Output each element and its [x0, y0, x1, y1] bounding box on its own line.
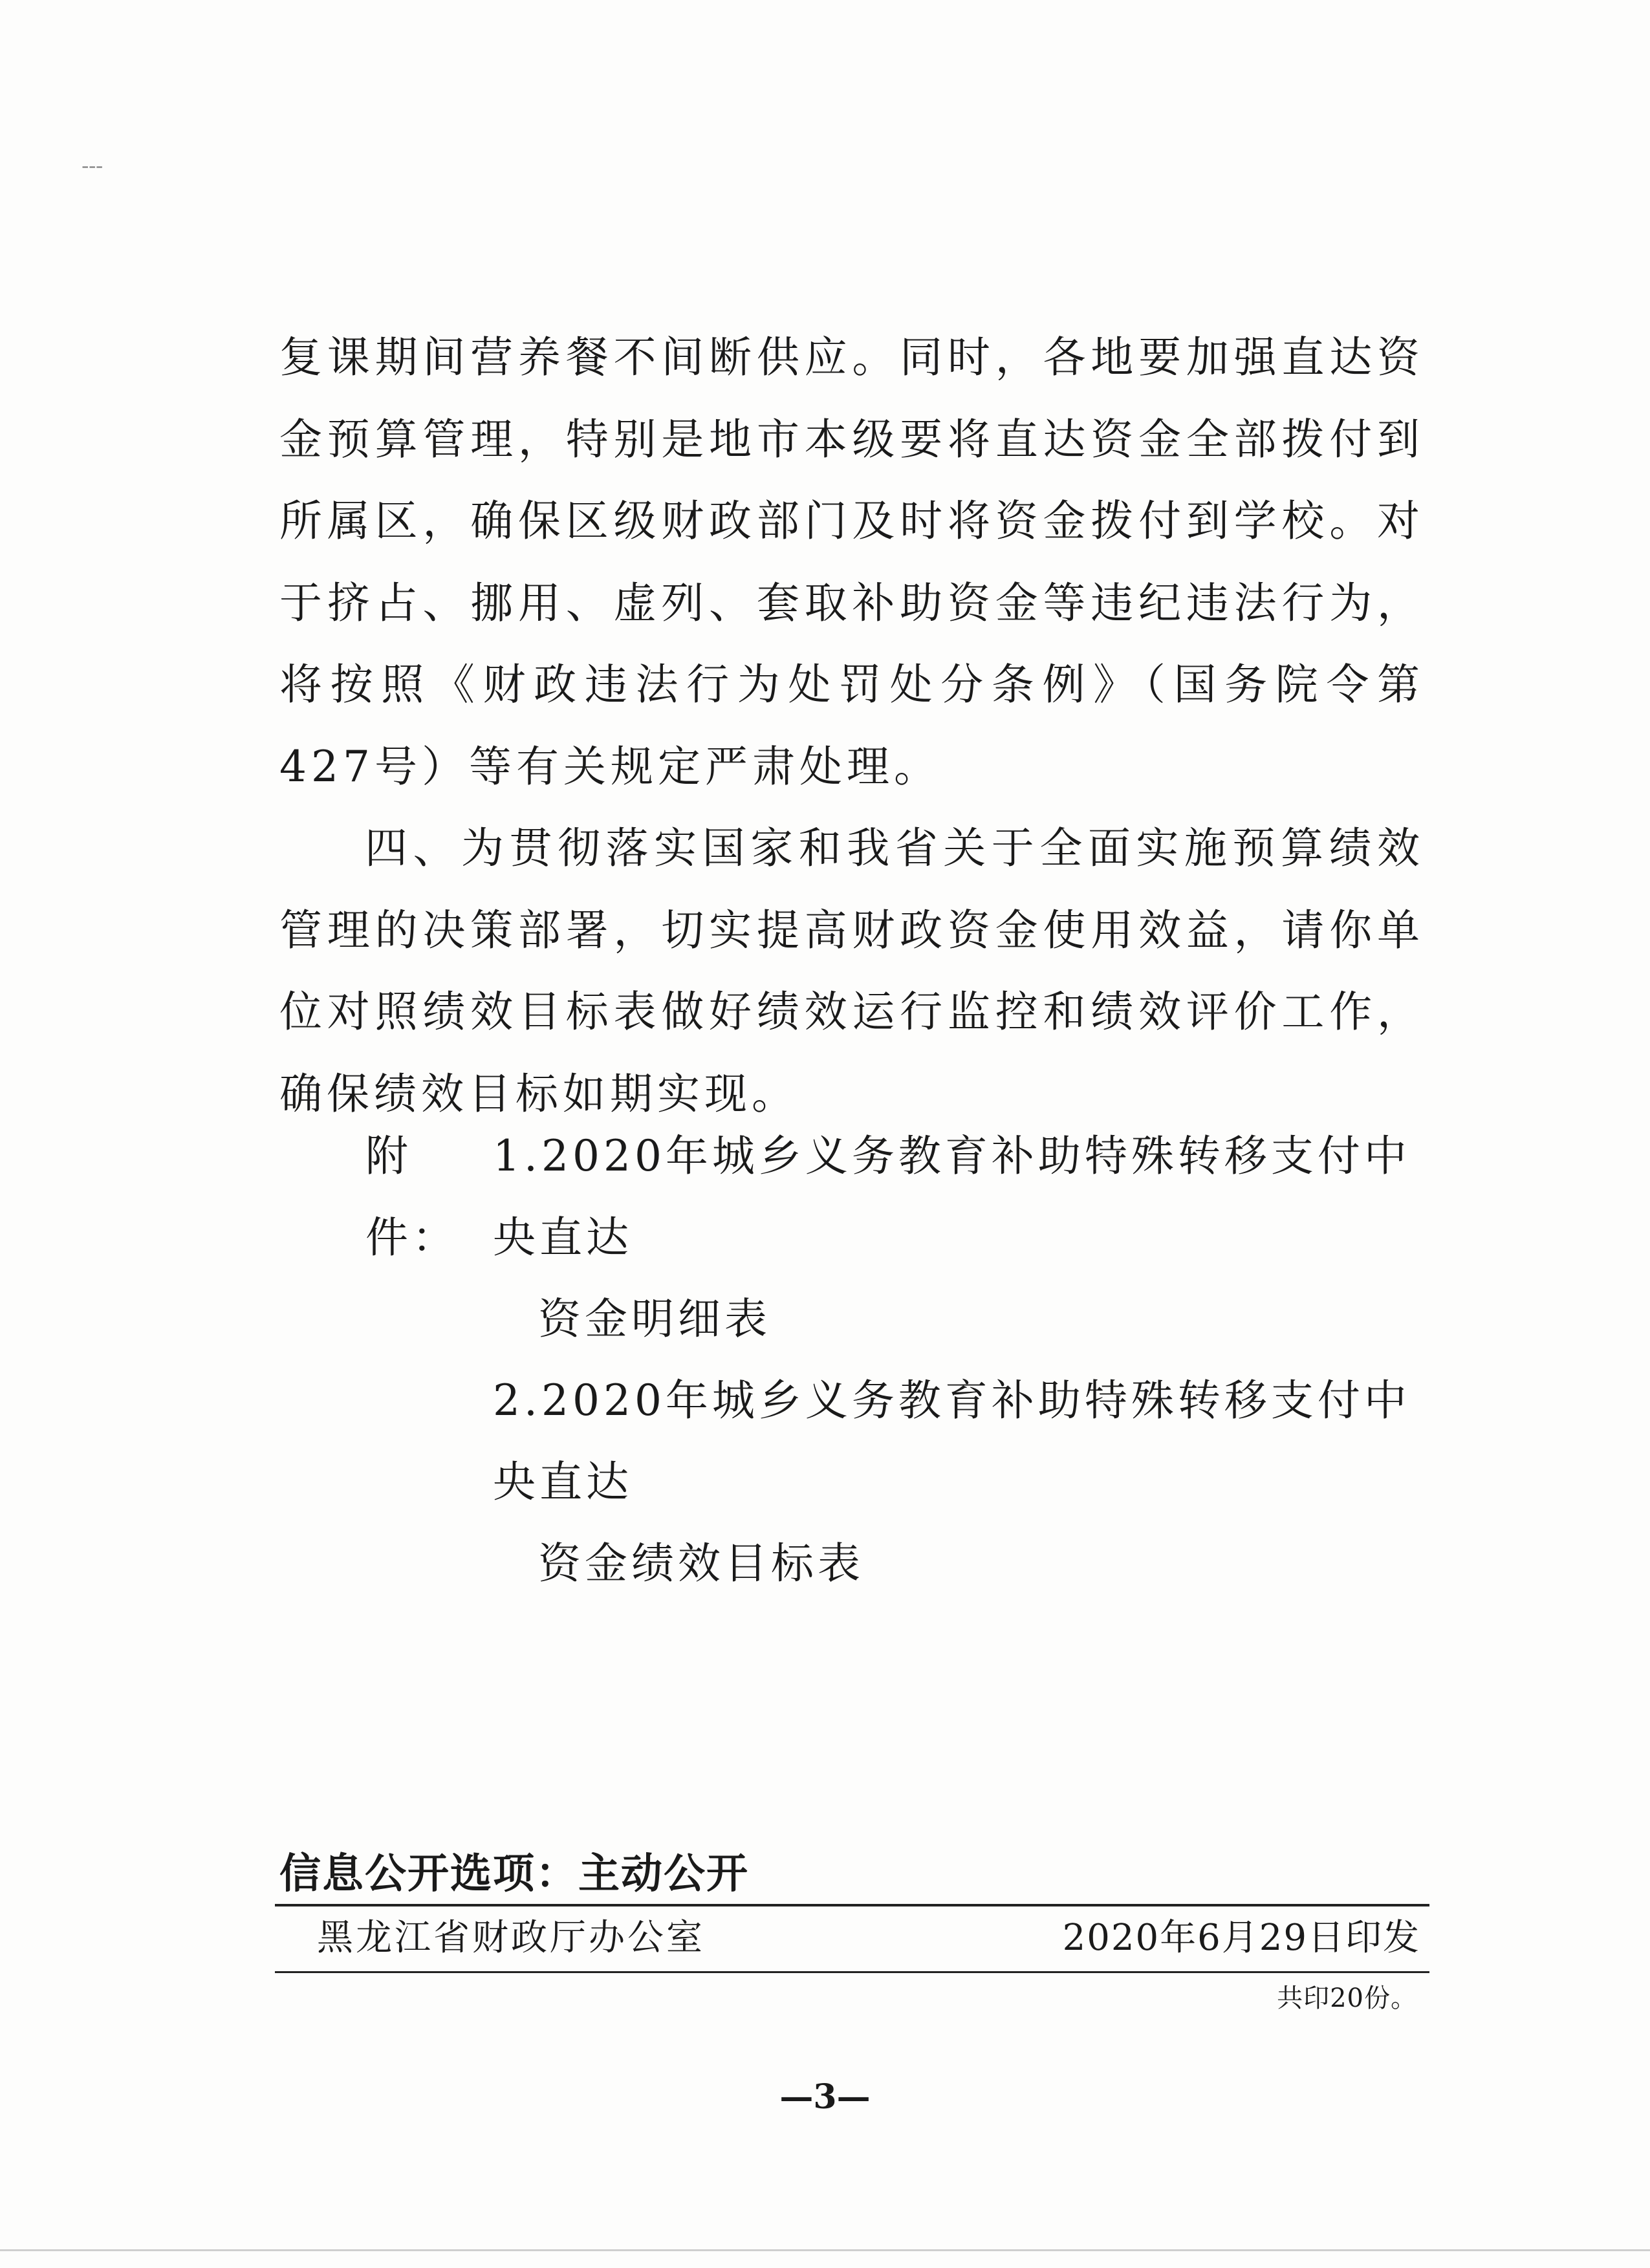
- attachment-1-line-2: 资金明细表: [538, 1294, 771, 1344]
- attachments-list: [365, 1116, 1413, 1604]
- body-paragraph-1: 复课期间营养餐不间断供应。同时，各地要加强直达资金预算管理，特别是地市本级要将直达资金全部拨付到所属区，确保区级财政部门及时将资金拨付到学校。对于挤占、挪用、虚列、套取补助资金等违纪违法行为，将按照《财政违法行为处罚处分条例》（国务院令第427号）等有关规定严肃处理。: [279, 332, 1424, 792]
- disclosure-option: 信息公开选项：主动公开: [279, 1850, 749, 1898]
- body-paragraph-2: 四、为贯彻落实国家和我省关于全面实施预算绩效管理的决策部署，切实提高财政资金使用效益，请你单位对照绩效目标表做好绩效运行监控和绩效评价工作，确保绩效目标如期实现。: [279, 823, 1424, 1119]
- scan-edge-line: [0, 2249, 1650, 2251]
- attachment-2-line-1: 2.2020年城乡义务教育补助特殊转移支付中央直达: [493, 1376, 1411, 1507]
- attachments-section: [365, 1116, 1413, 1604]
- page-number: —3—: [779, 2077, 871, 2117]
- attachment-2-line-2: 资金绩效目标表: [538, 1539, 864, 1588]
- footer-rule-bottom: [275, 1971, 1429, 1973]
- document-body: [279, 317, 1424, 1135]
- issuer-office: 黑龙江省财政厅办公室: [317, 1917, 705, 1959]
- attachment-1-line-1: 1.2020年城乡义务教育补助特殊转移支付中央直达: [493, 1131, 1411, 1262]
- attachments-label: 附件：: [365, 1131, 459, 1262]
- scan-margin-mark: ┆: [81, 162, 103, 173]
- print-copies: 共印20份。: [1277, 1983, 1417, 2013]
- attachments-items: [493, 1116, 1413, 1604]
- footer-rule-top: [275, 1904, 1429, 1906]
- issue-date: 2020年6月29日印发: [1062, 1917, 1420, 1959]
